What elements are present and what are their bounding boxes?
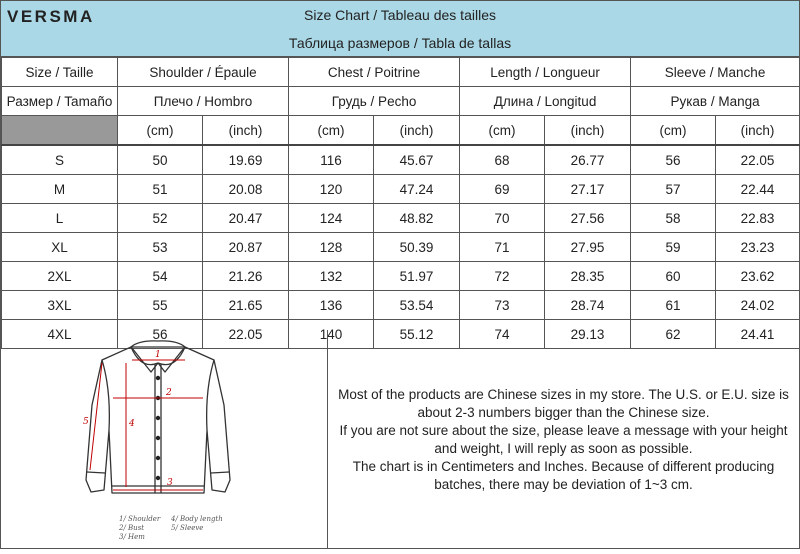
value-cell: 56 xyxy=(631,145,716,175)
brand-logo: VERSMA xyxy=(7,7,95,26)
value-cell: 52 xyxy=(118,204,203,233)
value-cell: 68 xyxy=(460,145,545,175)
value-cell: 20.08 xyxy=(203,175,289,204)
marker-2: 2 xyxy=(166,388,172,398)
value-cell: 73 xyxy=(460,291,545,320)
value-cell: 55.12 xyxy=(374,320,460,349)
value-cell: 61 xyxy=(631,291,716,320)
value-cell: 58 xyxy=(631,204,716,233)
value-cell: 22.44 xyxy=(716,175,800,204)
value-cell: 140 xyxy=(289,320,374,349)
unit-inch: (inch) xyxy=(203,116,289,146)
unit-cm: (cm) xyxy=(118,116,203,146)
marker-5: 5 xyxy=(83,417,89,427)
marker-4: 4 xyxy=(129,419,135,429)
value-cell: 28.35 xyxy=(545,262,631,291)
table-row xyxy=(2,175,800,204)
value-cell: 54 xyxy=(118,262,203,291)
value-cell: 20.87 xyxy=(203,233,289,262)
value-cell: 27.95 xyxy=(545,233,631,262)
value-cell: 50 xyxy=(118,145,203,175)
header-row-2 xyxy=(2,87,800,116)
value-cell: 27.17 xyxy=(545,175,631,204)
header-bar xyxy=(1,1,799,57)
value-cell: 74 xyxy=(460,320,545,349)
legend-body-length: 4/ Body length xyxy=(171,515,223,523)
value-cell: 21.26 xyxy=(203,262,289,291)
measure-header-length: Length / Longueur xyxy=(460,58,631,87)
value-cell: 136 xyxy=(289,291,374,320)
value-cell: 55 xyxy=(118,291,203,320)
value-cell: 60 xyxy=(631,262,716,291)
value-cell: 27.56 xyxy=(545,204,631,233)
value-cell: 22.05 xyxy=(716,145,800,175)
value-cell: 69 xyxy=(460,175,545,204)
value-cell: 124 xyxy=(289,204,374,233)
legend-bust: 2/ Bust xyxy=(119,524,145,532)
legend-shoulder: 1/ Shoulder xyxy=(119,515,161,523)
marker-3: 3 xyxy=(167,478,173,488)
size-header: Size / Taille xyxy=(2,58,118,87)
unit-inch: (inch) xyxy=(374,116,460,146)
size-cell: 3XL xyxy=(2,291,118,320)
value-cell: 51 xyxy=(118,175,203,204)
table-row xyxy=(2,204,800,233)
measure-header-sleeve: Sleeve / Manche xyxy=(631,58,800,87)
value-cell: 47.24 xyxy=(374,175,460,204)
value-cell: 48.82 xyxy=(374,204,460,233)
unit-corner-cell xyxy=(2,116,118,146)
value-cell: 22.83 xyxy=(716,204,800,233)
value-cell: 23.23 xyxy=(716,233,800,262)
size-notes xyxy=(328,330,799,549)
size-cell: M xyxy=(2,175,118,204)
unit-cm: (cm) xyxy=(460,116,545,146)
header-row-1 xyxy=(2,58,800,87)
size-cell: XL xyxy=(2,233,118,262)
value-cell: 24.41 xyxy=(716,320,800,349)
note-chinese-sizes: Most of the products are Chinese sizes in my store. The U.S. or E.U. size is about 2-3 numbers bigger than the Chinese size. xyxy=(338,386,789,420)
value-cell: 23.62 xyxy=(716,262,800,291)
value-cell: 20.47 xyxy=(203,204,289,233)
note-contact: If you are not sure about the size, please leave a message with your height and weight, I will reply as soon as possible. xyxy=(339,422,788,456)
legend-sleeve: 5/ Sleeve xyxy=(171,524,204,532)
value-cell: 70 xyxy=(460,204,545,233)
value-cell: 50.39 xyxy=(374,233,460,262)
value-cell: 128 xyxy=(289,233,374,262)
value-cell: 26.77 xyxy=(545,145,631,175)
shirt-diagram-icon xyxy=(1,330,327,549)
marker-1: 1 xyxy=(155,350,161,360)
value-cell: 53 xyxy=(118,233,203,262)
table-row xyxy=(2,233,800,262)
value-cell: 132 xyxy=(289,262,374,291)
measure-header-chest: Chest / Poitrine xyxy=(289,58,460,87)
size-cell: S xyxy=(2,145,118,175)
value-cell: 57 xyxy=(631,175,716,204)
size-table xyxy=(1,57,800,349)
unit-cm: (cm) xyxy=(631,116,716,146)
value-cell: 21.65 xyxy=(203,291,289,320)
note-deviation: The chart is in Centimeters and Inches. Because of different producing batches, there may be deviation of 1~3 cm. xyxy=(352,458,775,492)
garment-diagram xyxy=(1,330,328,549)
unit-inch: (inch) xyxy=(716,116,800,146)
value-cell: 19.69 xyxy=(203,145,289,175)
value-cell: 51.97 xyxy=(374,262,460,291)
measure-header-shoulder-alt: Плечо / Hombro xyxy=(118,87,289,116)
value-cell: 22.05 xyxy=(203,320,289,349)
value-cell: 53.54 xyxy=(374,291,460,320)
measure-header-sleeve-alt: Рукав / Manga xyxy=(631,87,800,116)
value-cell: 56 xyxy=(118,320,203,349)
value-cell: 120 xyxy=(289,175,374,204)
table-row xyxy=(2,291,800,320)
measure-header-shoulder: Shoulder / Épaule xyxy=(118,58,289,87)
table-row xyxy=(2,262,800,291)
size-cell: L xyxy=(2,204,118,233)
size-header-alt: Размер / Tamaño xyxy=(2,87,118,116)
title-line-2: Таблица размеров / Tabla de tallas xyxy=(288,35,512,51)
value-cell: 28.74 xyxy=(545,291,631,320)
value-cell: 71 xyxy=(460,233,545,262)
table-row xyxy=(2,145,800,175)
value-cell: 45.67 xyxy=(374,145,460,175)
measure-header-length-alt: Длина / Longitud xyxy=(460,87,631,116)
unit-cm: (cm) xyxy=(289,116,374,146)
size-cell: 4XL xyxy=(2,320,118,349)
size-cell: 2XL xyxy=(2,262,118,291)
unit-inch: (inch) xyxy=(545,116,631,146)
unit-row xyxy=(2,116,800,146)
measure-header-chest-alt: Грудь / Pecho xyxy=(289,87,460,116)
value-cell: 29.13 xyxy=(545,320,631,349)
title-line-1: Size Chart / Tableau des tailles xyxy=(304,7,496,23)
legend-hem: 3/ Hem xyxy=(119,533,145,541)
value-cell: 116 xyxy=(289,145,374,175)
value-cell: 59 xyxy=(631,233,716,262)
value-cell: 62 xyxy=(631,320,716,349)
value-cell: 72 xyxy=(460,262,545,291)
value-cell: 24.02 xyxy=(716,291,800,320)
